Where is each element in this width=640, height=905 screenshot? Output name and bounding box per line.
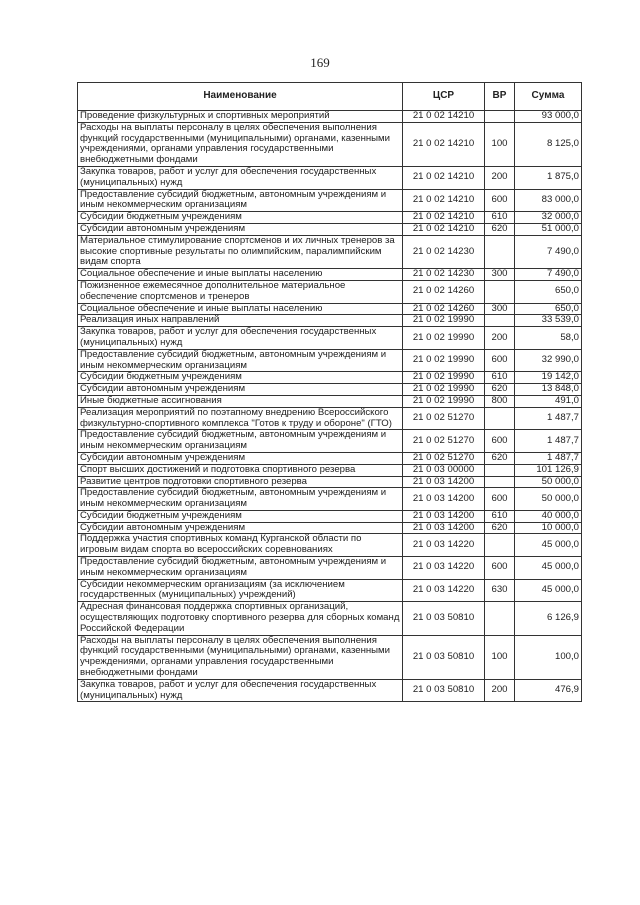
cell-sum: 7 490,0 (515, 235, 582, 268)
cell-sum: 650,0 (515, 280, 582, 303)
cell-csr: 21 0 02 14210 (403, 212, 485, 224)
cell-sum: 13 848,0 (515, 384, 582, 396)
cell-csr: 21 0 02 14210 (403, 111, 485, 123)
cell-vr: 300 (485, 269, 515, 281)
cell-sum: 8 125,0 (515, 122, 582, 166)
cell-name: Социальное обеспечение и иные выплаты населению (78, 269, 403, 281)
cell-csr: 21 0 03 14220 (403, 534, 485, 557)
cell-csr: 21 0 02 19990 (403, 384, 485, 396)
cell-vr: 630 (485, 579, 515, 602)
cell-sum: 50 000,0 (515, 488, 582, 511)
cell-name: Субсидии автономным учреждениям (78, 452, 403, 464)
cell-name: Субсидии бюджетным учреждениям (78, 372, 403, 384)
cell-name: Закупка товаров, работ и услуг для обеспечения государственных (муниципальных) нужд (78, 679, 403, 702)
cell-csr: 21 0 02 14210 (403, 166, 485, 189)
cell-csr: 21 0 03 50810 (403, 635, 485, 679)
table-row (78, 223, 582, 235)
cell-sum: 45 000,0 (515, 534, 582, 557)
table-row (78, 384, 582, 396)
cell-vr (485, 464, 515, 476)
table-row (78, 303, 582, 315)
cell-sum: 1 875,0 (515, 166, 582, 189)
cell-csr: 21 0 02 14260 (403, 303, 485, 315)
cell-vr: 610 (485, 212, 515, 224)
cell-csr: 21 0 02 14210 (403, 223, 485, 235)
cell-sum: 32 000,0 (515, 212, 582, 224)
cell-vr (485, 476, 515, 488)
header-vr: ВР (485, 83, 515, 111)
cell-name: Закупка товаров, работ и услуг для обеспечения государственных (муниципальных) нужд (78, 327, 403, 350)
cell-vr: 620 (485, 452, 515, 464)
cell-vr: 300 (485, 303, 515, 315)
cell-name: Предоставление субсидий бюджетным, автономным учреждениям и иным некоммерческим организациям (78, 430, 403, 453)
cell-csr: 21 0 02 51270 (403, 430, 485, 453)
cell-name: Предоставление субсидий бюджетным, автономным учреждениям и иным некоммерческим организациям (78, 349, 403, 372)
cell-name: Закупка товаров, работ и услуг для обеспечения государственных (муниципальных) нужд (78, 166, 403, 189)
budget-table (77, 82, 582, 702)
cell-vr (485, 602, 515, 635)
cell-name: Субсидии некоммерческим организациям (за исключением государственных (муниципальных) учреждений) (78, 579, 403, 602)
cell-name: Расходы на выплаты персоналу в целях обеспечения выполнения функций государственными (муниципальными) органами, казенными учреждениями, органами управления государственными внебюджетными фондами (78, 122, 403, 166)
cell-csr: 21 0 03 14200 (403, 510, 485, 522)
cell-csr: 21 0 02 19990 (403, 372, 485, 384)
cell-vr: 600 (485, 430, 515, 453)
table-row (78, 189, 582, 212)
cell-csr: 21 0 02 14210 (403, 189, 485, 212)
cell-name: Развитие центров подготовки спортивного резерва (78, 476, 403, 488)
cell-name: Субсидии автономным учреждениям (78, 522, 403, 534)
cell-vr: 620 (485, 384, 515, 396)
table-row (78, 315, 582, 327)
cell-csr: 21 0 02 19990 (403, 327, 485, 350)
table-row (78, 269, 582, 281)
table-header-row (78, 83, 582, 111)
cell-vr: 610 (485, 372, 515, 384)
cell-name: Иные бюджетные ассигнования (78, 395, 403, 407)
cell-sum: 101 126,9 (515, 464, 582, 476)
cell-sum: 7 490,0 (515, 269, 582, 281)
cell-name: Субсидии автономным учреждениям (78, 384, 403, 396)
cell-sum: 1 487,7 (515, 430, 582, 453)
cell-sum: 100,0 (515, 635, 582, 679)
cell-vr: 600 (485, 557, 515, 580)
table-row (78, 122, 582, 166)
cell-csr: 21 0 03 14220 (403, 579, 485, 602)
table-row (78, 579, 582, 602)
cell-vr: 600 (485, 349, 515, 372)
cell-sum: 19 142,0 (515, 372, 582, 384)
table-row (78, 464, 582, 476)
cell-sum: 491,0 (515, 395, 582, 407)
table-row (78, 522, 582, 534)
table-body (78, 111, 582, 702)
cell-name: Предоставление субсидий бюджетным, автономным учреждениям и иным некоммерческим организациям (78, 488, 403, 511)
table-row (78, 476, 582, 488)
cell-sum: 45 000,0 (515, 579, 582, 602)
cell-vr: 200 (485, 327, 515, 350)
table-row (78, 407, 582, 430)
cell-vr (485, 235, 515, 268)
cell-sum: 50 000,0 (515, 476, 582, 488)
table-row (78, 534, 582, 557)
cell-vr (485, 315, 515, 327)
cell-csr: 21 0 02 19990 (403, 349, 485, 372)
cell-vr: 100 (485, 122, 515, 166)
cell-name: Субсидии бюджетным учреждениям (78, 212, 403, 224)
table-row (78, 510, 582, 522)
cell-csr: 21 0 03 14200 (403, 522, 485, 534)
cell-vr: 600 (485, 488, 515, 511)
cell-csr: 21 0 02 14230 (403, 235, 485, 268)
cell-name: Реализация мероприятий по поэтапному внедрению Всероссийского физкультурно-спортивного комплекса "Готов к труду и обороне" (ГТО) (78, 407, 403, 430)
cell-vr: 610 (485, 510, 515, 522)
table-row (78, 212, 582, 224)
cell-vr: 620 (485, 522, 515, 534)
cell-name: Социальное обеспечение и иные выплаты населению (78, 303, 403, 315)
table-row (78, 327, 582, 350)
cell-csr: 21 0 02 14210 (403, 122, 485, 166)
table-row (78, 349, 582, 372)
cell-vr: 600 (485, 189, 515, 212)
cell-sum: 58,0 (515, 327, 582, 350)
cell-name: Спорт высших достижений и подготовка спортивного резерва (78, 464, 403, 476)
cell-csr: 21 0 03 14220 (403, 557, 485, 580)
header-sum: Сумма (515, 83, 582, 111)
cell-sum: 1 487,7 (515, 452, 582, 464)
cell-name: Субсидии бюджетным учреждениям (78, 510, 403, 522)
cell-csr: 21 0 02 14230 (403, 269, 485, 281)
table-row (78, 635, 582, 679)
cell-sum: 93 000,0 (515, 111, 582, 123)
cell-vr: 200 (485, 166, 515, 189)
cell-vr (485, 111, 515, 123)
cell-name: Субсидии автономным учреждениям (78, 223, 403, 235)
cell-csr: 21 0 02 19990 (403, 395, 485, 407)
table-row (78, 280, 582, 303)
table-row (78, 166, 582, 189)
cell-csr: 21 0 03 50810 (403, 602, 485, 635)
cell-vr: 800 (485, 395, 515, 407)
header-csr: ЦСР (403, 83, 485, 111)
table-row (78, 452, 582, 464)
cell-vr (485, 280, 515, 303)
cell-name: Предоставление субсидий бюджетным, автономным учреждениям и иным некоммерческим организациям (78, 189, 403, 212)
cell-sum: 40 000,0 (515, 510, 582, 522)
page-number: 169 (310, 55, 330, 70)
cell-sum: 1 487,7 (515, 407, 582, 430)
cell-sum: 33 539,0 (515, 315, 582, 327)
cell-name: Расходы на выплаты персоналу в целях обеспечения выполнения функций государственными (муниципальными) органами, казенными учреждениями, органами управления государственными внебюджетными фондами (78, 635, 403, 679)
cell-vr: 100 (485, 635, 515, 679)
cell-csr: 21 0 03 14200 (403, 488, 485, 511)
table-row (78, 679, 582, 702)
cell-sum: 10 000,0 (515, 522, 582, 534)
cell-csr: 21 0 03 14200 (403, 476, 485, 488)
cell-name: Материальное стимулирование спортсменов и их личных тренеров за высокие спортивные результаты по олимпийским, паралимпийским видам спорта (78, 235, 403, 268)
cell-name: Пожизненное ежемесячное дополнительное материальное обеспечение спортсменов и тренеров (78, 280, 403, 303)
cell-vr (485, 534, 515, 557)
cell-name: Проведение физкультурных и спортивных мероприятий (78, 111, 403, 123)
table-row (78, 111, 582, 123)
cell-sum: 476,9 (515, 679, 582, 702)
table-row (78, 557, 582, 580)
cell-csr: 21 0 02 51270 (403, 407, 485, 430)
table-row (78, 372, 582, 384)
cell-name: Реализация иных направлений (78, 315, 403, 327)
table-row (78, 395, 582, 407)
cell-sum: 83 000,0 (515, 189, 582, 212)
cell-csr: 21 0 02 51270 (403, 452, 485, 464)
cell-csr: 21 0 02 19990 (403, 315, 485, 327)
table-row (78, 488, 582, 511)
cell-name: Предоставление субсидий бюджетным, автономным учреждениям и иным некоммерческим организациям (78, 557, 403, 580)
cell-sum: 32 990,0 (515, 349, 582, 372)
cell-vr: 620 (485, 223, 515, 235)
cell-csr: 21 0 03 50810 (403, 679, 485, 702)
cell-sum: 6 126,9 (515, 602, 582, 635)
cell-csr: 21 0 03 00000 (403, 464, 485, 476)
cell-sum: 45 000,0 (515, 557, 582, 580)
cell-sum: 51 000,0 (515, 223, 582, 235)
table-row (78, 430, 582, 453)
table-row (78, 602, 582, 635)
cell-csr: 21 0 02 14260 (403, 280, 485, 303)
table-row (78, 235, 582, 268)
cell-vr: 200 (485, 679, 515, 702)
header-name: Наименование (78, 83, 403, 111)
cell-name: Поддержка участия спортивных команд Курганской области по игровым видам спорта во всероссийских соревнованиях (78, 534, 403, 557)
cell-name: Адресная финансовая поддержка спортивных организаций, осуществляющих подготовку спортивного резерва для сборных команд Российской Федерации (78, 602, 403, 635)
cell-sum: 650,0 (515, 303, 582, 315)
cell-vr (485, 407, 515, 430)
